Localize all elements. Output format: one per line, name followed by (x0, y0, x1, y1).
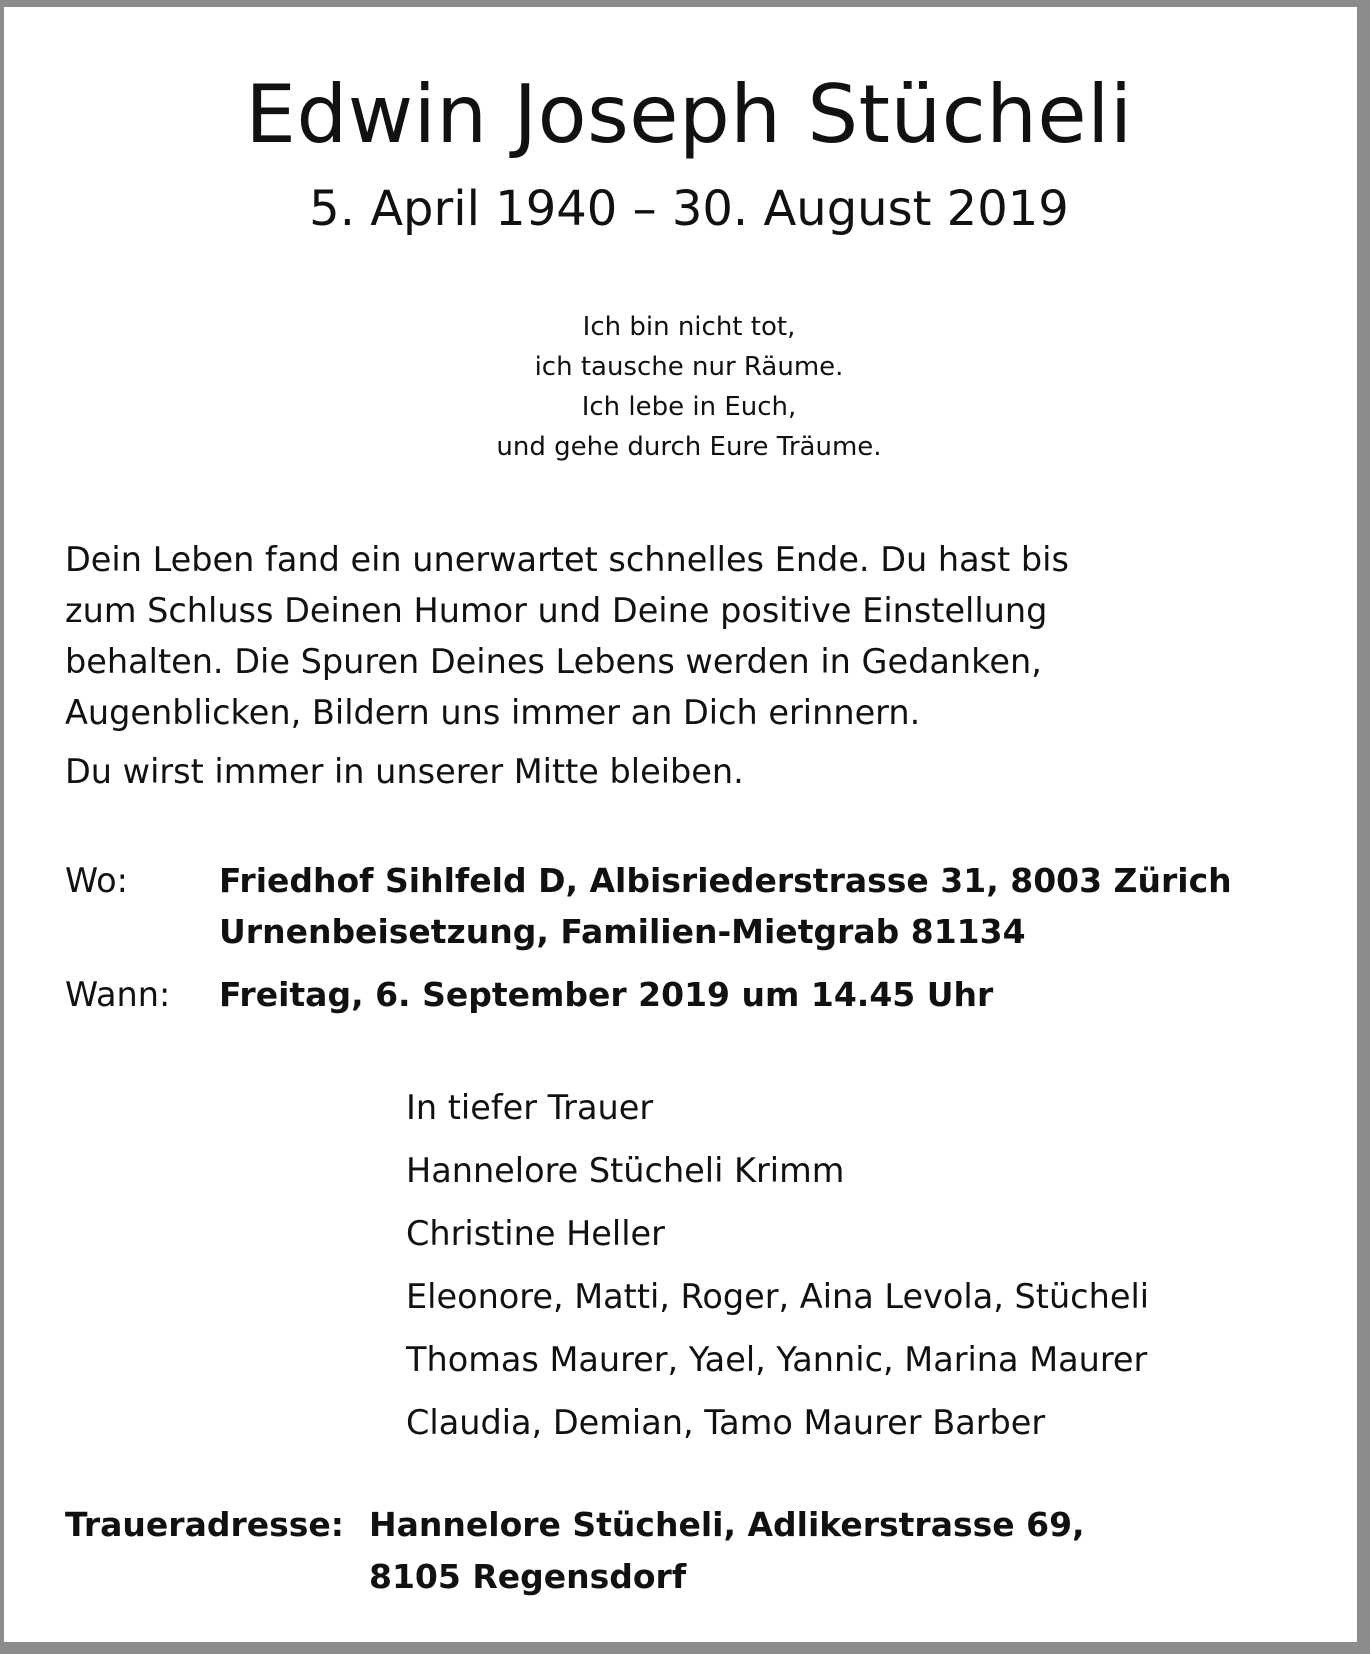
mourner-line: Christine Heller (406, 1214, 665, 1253)
mourner-line: In tiefer Trauer (406, 1088, 654, 1127)
mourner-line: Thomas Maurer, Yael, Yannic, Marina Maurer (406, 1340, 1148, 1379)
mourner-line: Eleonore, Matti, Roger, Aina Levola, Stücheli (406, 1277, 1150, 1316)
address-line-1: Hannelore Stücheli, Adlikerstrasse 69, (369, 1505, 1085, 1544)
mourners-list (406, 1076, 1149, 1454)
farewell-text (65, 534, 1069, 738)
farewell-line: Dein Leben fand ein unerwartet schnelles Ende. Du hast bis (65, 540, 1069, 579)
closing-sentence: Du wirst immer in unserer Mitte bleiben. (65, 752, 744, 791)
poem-line: ich tausche nur Räume. (534, 352, 844, 382)
farewell-line: behalten. Die Spuren Deines Lebens werden in Gedanken, (65, 642, 1042, 681)
poem-line: Ich lebe in Euch, (581, 392, 797, 422)
where-label: Wo: (65, 861, 128, 900)
farewell-line: zum Schluss Deinen Humor und Deine positive Einstellung (65, 591, 1048, 630)
mourner-line: Claudia, Demian, Tamo Maurer Barber (406, 1403, 1046, 1442)
poem-line: Ich bin nicht tot, (582, 312, 796, 342)
farewell-line: Augenblicken, Bildern uns immer an Dich erinnern. (65, 693, 921, 732)
deceased-name: Edwin Joseph Stücheli (245, 68, 1133, 161)
address-label: Traueradresse: (65, 1505, 344, 1544)
when-label: Wann: (65, 975, 171, 1014)
life-dates: 5. April 1940 – 30. August 2019 (309, 181, 1069, 237)
address-line-2: 8105 Regensdorf (369, 1557, 687, 1596)
when-value: Freitag, 6. September 2019 um 14.45 Uhr (219, 975, 994, 1014)
where-detail: Urnenbeisetzung, Familien-Mietgrab 81134 (219, 912, 1026, 951)
where-location: Friedhof Sihlfeld D, Albisriederstrasse 31, 8003 Zürich (219, 861, 1232, 900)
mourner-line: Hannelore Stücheli Krimm (406, 1151, 845, 1190)
poem-line: und gehe durch Eure Träume. (496, 432, 882, 462)
poem (4, 307, 1370, 467)
